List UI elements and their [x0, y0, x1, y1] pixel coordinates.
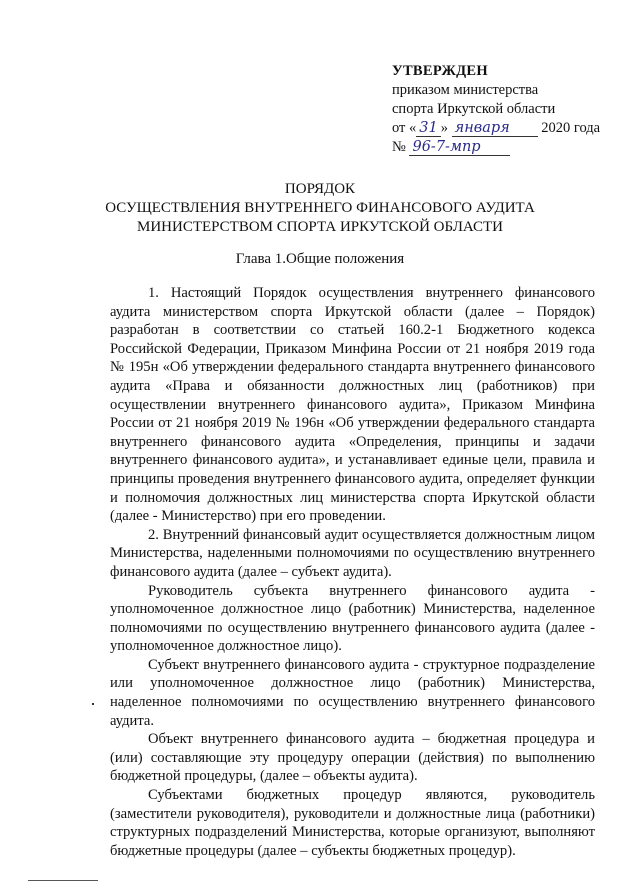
document-body	[110, 284, 595, 860]
date-sep: »	[440, 120, 448, 136]
paragraph-2: 2. Внутренний финансовый аудит осуществляется должностным лицом Министерства, наделенными полномочиями по осуществлению внутреннего финансового аудита (далее – субъект аудита).	[110, 526, 595, 580]
paragraph-5: Объект внутреннего финансового аудита – бюджетная процедура и (или) составляющие эту процедуру операции (действия) по выполнению бюджетной процедуры, (далее – объекты аудита).	[110, 731, 595, 785]
title-line-2: ОСУЩЕСТВЛЕНИЯ ВНУТРЕННЕГО ФИНАНСОВОГО АУДИТА	[105, 200, 535, 216]
paragraph-6: Субъектами бюджетных процедур являются, руководитель (заместители руководителя), руководители и должностные лица (работники) структурных подразделений Министерства, которые организуют, выполняют бюджетные процедуры (далее – субъекты бюджетных процедур).	[110, 787, 595, 859]
approval-line-1: приказом министерства	[392, 82, 539, 98]
chapter-heading: Глава 1.Общие положения	[235, 251, 405, 267]
footnote-rule	[28, 880, 98, 881]
paragraph-4: Субъект внутреннего финансового аудита - структурное подразделение или уполномоченное должностное лицо (работник) Министерства, наделенное полномочиями по осуществлению внутреннего финансового аудита.	[110, 656, 595, 729]
date-prefix: от «	[392, 120, 417, 136]
date-day-handwritten: 31	[416, 121, 440, 137]
paragraph-3: Руководитель субъекта внутреннего финансового аудита - уполномоченное должностное лицо (работник) Министерства, наделенное полномочиями по осуществлению внутреннего финансового аудита (далее - уполномоченное должностное лицо).	[110, 582, 595, 655]
date-year: 2020 года	[541, 120, 601, 136]
approval-heading: УТВЕРЖДЕН	[392, 63, 488, 79]
title-line-1: ПОРЯДОК	[284, 181, 356, 197]
approval-date	[392, 119, 612, 138]
margin-dot	[92, 703, 94, 705]
document-title	[0, 180, 640, 237]
approval-block	[392, 62, 612, 157]
approval-line-2: спорта Иркутской области	[392, 101, 556, 117]
paragraph-1: 1. Настоящий Порядок осуществления внутреннего финансового аудита министерством спорта Иркутской области (далее – Порядок) разработан в соответствии со статьей 160.2-1 Бюджетного кодекса Российской Федерации, Приказом Минфина России от 21 ноября 2019 года № 195н «Об утверждении федерального стандарта внутреннего финансового аудита «Права и обязанности должностных лиц (работников) при осуществлении внутреннего финансового аудита», Приказом Минфина России от 21 ноября 2019 № 196н «Об утверждении федерального стандарта внутреннего финансового аудита «Определения, принципы и задачи внутреннего финансового аудита», и устанавливает единые цели, правила и принципы проведения внутреннего финансового аудита, определяет функции и полномочия должностных лиц министерства спорта Иркутской области (далее - Министерство) при его проведении.	[110, 285, 595, 525]
approval-number	[392, 138, 612, 157]
date-month-handwritten: января	[452, 121, 538, 137]
order-number-handwritten: 96-7-мпр	[409, 140, 510, 156]
title-line-3: МИНИСТЕРСТВОМ СПОРТА ИРКУТСКОЙ ОБЛАСТИ	[136, 219, 504, 235]
number-prefix: №	[392, 139, 406, 155]
